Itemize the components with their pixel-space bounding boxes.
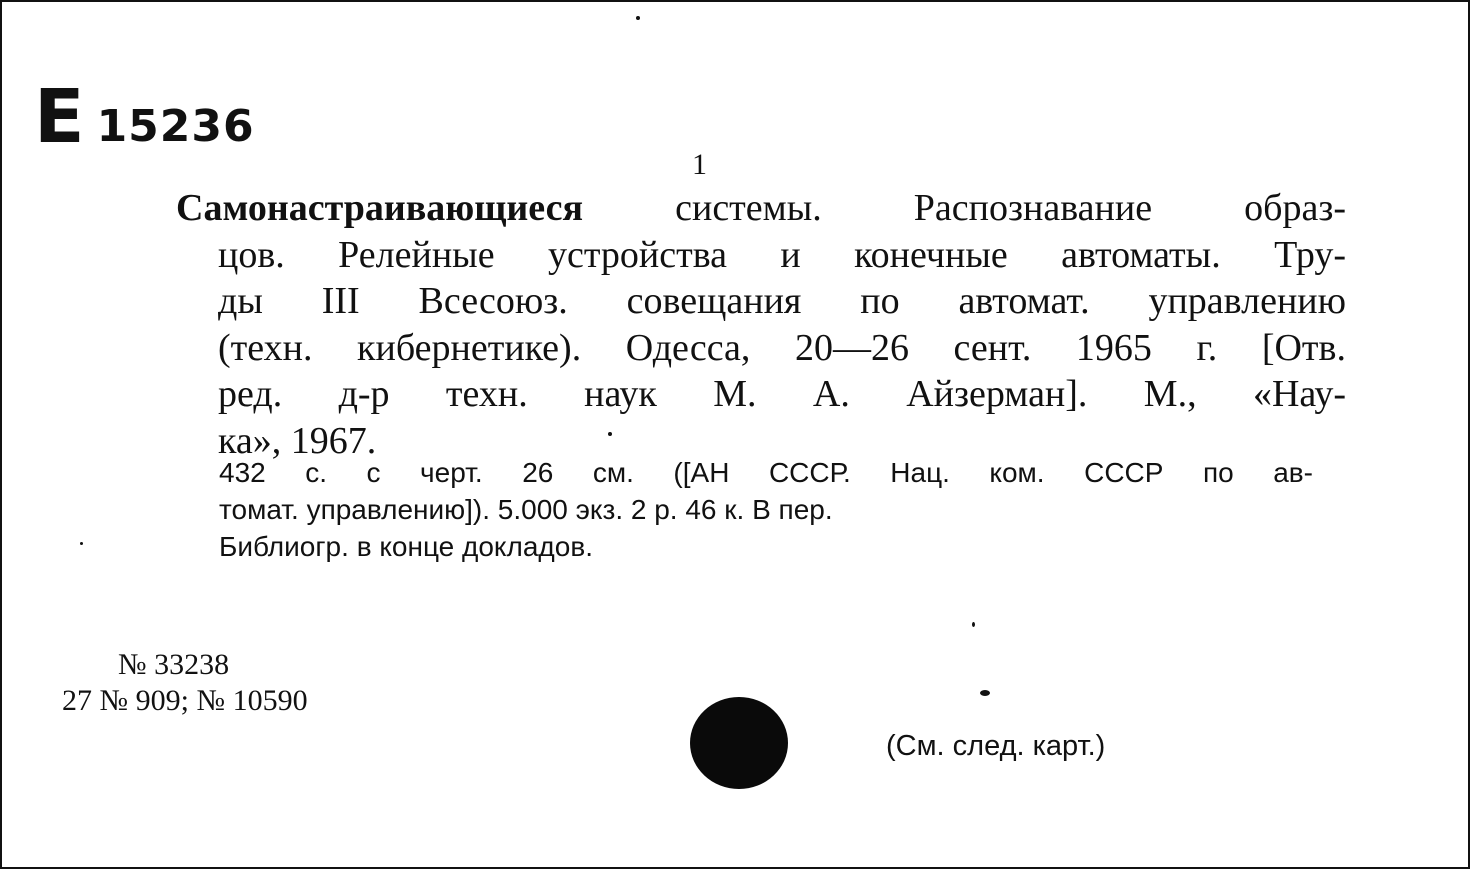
bibliographic-description: [176, 185, 1346, 464]
physical-description-notes: [219, 454, 1313, 565]
notes-line: Библиогр. в конце докладов.: [219, 531, 593, 562]
ink-speck: [636, 16, 640, 20]
ink-speck: [80, 542, 83, 545]
title-bold: Самонастраивающиеся: [176, 187, 584, 229]
ink-speck: [972, 622, 975, 627]
notes-line: томат. управлению]). 5.000 экз. 2 р. 46 к. В пер.: [219, 494, 833, 525]
call-number: [34, 74, 255, 160]
description-line: (техн. кибернетике). Одесса, 20—26 сент. 1965 г. [Отв.: [218, 326, 1346, 369]
card-sequence-number: 1: [692, 148, 707, 181]
notes-line: 432 с. с черт. 26 см. ([АН СССР. Нац. ком. СССР по ав-: [219, 457, 1313, 488]
call-digits: 15236: [96, 101, 255, 152]
description-line: цов. Релейные устройства и конечные автоматы. Тру-: [218, 233, 1346, 276]
description-line: ред. д-р техн. наук М. А. Айзерман]. М., «Нау-: [218, 373, 1346, 415]
description-line: ды III Всесоюз. совещания по автомат. управлению: [218, 280, 1346, 322]
accession-line: № 33238: [118, 648, 230, 681]
accession-numbers: [62, 647, 308, 719]
description-line: [176, 185, 1346, 232]
call-letter: Е: [34, 74, 85, 160]
accession-line: 27 № 909; № 10590: [62, 684, 308, 717]
ink-speck: [980, 690, 990, 696]
continued-note: (См. след. карт.): [886, 730, 1106, 762]
ink-speck: [608, 432, 612, 436]
description-line: ка», 1967.: [218, 419, 377, 462]
punch-hole: [690, 697, 788, 789]
description-line-text: системы. Распознавание образ-: [583, 187, 1346, 229]
